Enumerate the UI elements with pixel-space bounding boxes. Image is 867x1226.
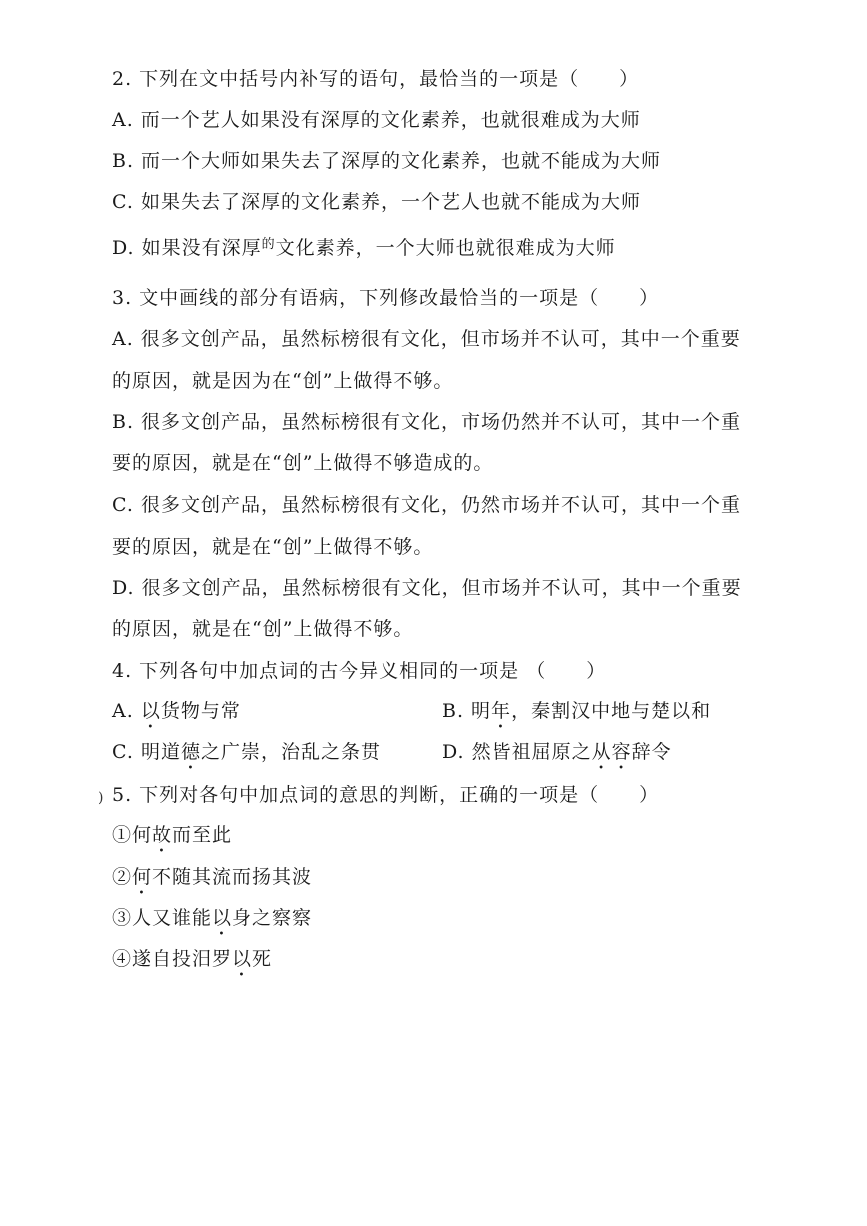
q5-item-2-pre: ② [112,866,133,888]
q5-item-1-dotted-word: 故 [152,824,173,846]
q4-option-d-dotted-word-1: 从 [591,741,612,763]
q5-item-3-pre: ③人又谁能 [112,907,213,929]
q4-option-c-text: 之广崇，治乱之条贯 [200,741,381,763]
q4-option-d-text: 辞令 [631,741,672,763]
q5-item-1-pre: ①何 [112,824,153,846]
q2-stem: 2. 下列在文中括号内补写的语句，最恰当的一项是（ ） [112,68,640,90]
q4-option-d-dotted-word-2: 容 [611,741,632,763]
q4-option-a-label: A. [112,700,134,722]
q4-stem: 4. 下列各句中加点词的古今异义相同的一项是 （ ） [112,660,607,682]
q2-option-c: C. 如果失去了深厚的文化素养，一个艺人也就不能成为大师 [112,191,641,213]
q4-option-d [442,740,672,774]
q4-option-b-text: ，秦割汉中地与楚以和 [511,700,712,722]
q4-option-c-pre: C. 明道 [112,741,181,763]
q5-item-3-dotted-word: 以 [212,907,233,929]
q3-option-a-line1: A. 很多文创产品，虽然标榜很有文化，但市场并不认可，其中一个重要 [112,328,741,350]
q5-item-1-text: 而至此 [172,824,233,846]
q5-item-4-text: 死 [252,948,273,970]
q4-option-a-text: 货物与常 [160,700,241,722]
q5-item-4-pre: ④遂自投汨罗 [112,948,233,970]
q4-option-a [112,699,241,733]
q2-option-d-superscript: 的 [261,237,276,252]
q4-option-a-dotted-word: 以 [140,700,161,722]
q3-stem: 3. 文中画线的部分有语病，下列修改最恰当的一项是（ ） [112,287,660,309]
q5-item-3-text: 身之察察 [232,907,313,929]
q4-option-d-pre: D. 然皆祖屈原之 [442,741,592,763]
q4-option-b [442,699,711,733]
q5-item-3 [112,906,312,940]
q5-stem: 5. 下列对各句中加点词的意思的判断，正确的一项是（ ） [112,784,660,806]
q4-option-b-pre: B. 明 [442,700,492,722]
q4-option-c [112,740,381,774]
q5-item-2-text: 不随其流而扬其波 [152,866,313,888]
q4-option-b-dotted-word: 年 [491,700,512,722]
margin-mark: ) [98,790,105,806]
q5-item-2 [112,865,312,899]
q3-option-b-line2: 要的原因，就是在“创”上做得不够造成的。 [112,452,494,474]
q3-option-d-line2: 的原因，就是在“创”上做得不够。 [112,618,414,640]
q5-item-2-dotted-word: 何 [132,866,153,888]
q2-option-d-part1: D. 如果没有深厚 [112,237,262,259]
q2-option-b: B. 而一个大师如果失去了深厚的文化素养，也就不能成为大师 [112,150,662,172]
q4-option-c-dotted-word: 德 [180,741,201,763]
q5-item-1 [112,823,232,857]
q2-option-d [112,236,616,263]
q5-item-4 [112,947,272,981]
q3-option-c-line2: 要的原因，就是在“创”上做得不够。 [112,536,434,558]
q3-option-a-line2: 的原因，就是因为在“创”上做得不够。 [112,370,454,392]
q3-option-c-line1: C. 很多文创产品，虽然标榜很有文化，仍然市场并不认可，其中一个重 [112,494,741,516]
q3-option-d-line1: D. 很多文创产品，虽然标榜很有文化，但市场并不认可，其中一个重要 [112,577,742,599]
q5-item-4-dotted-word: 以 [232,948,253,970]
q2-option-d-part2: 文化素养，一个大师也就很难成为大师 [275,237,616,259]
q2-option-a: A. 而一个艺人如果没有深厚的文化素养，也就很难成为大师 [112,109,641,131]
q3-option-b-line1: B. 很多文创产品，虽然标榜很有文化，市场仍然并不认可，其中一个重 [112,411,742,433]
